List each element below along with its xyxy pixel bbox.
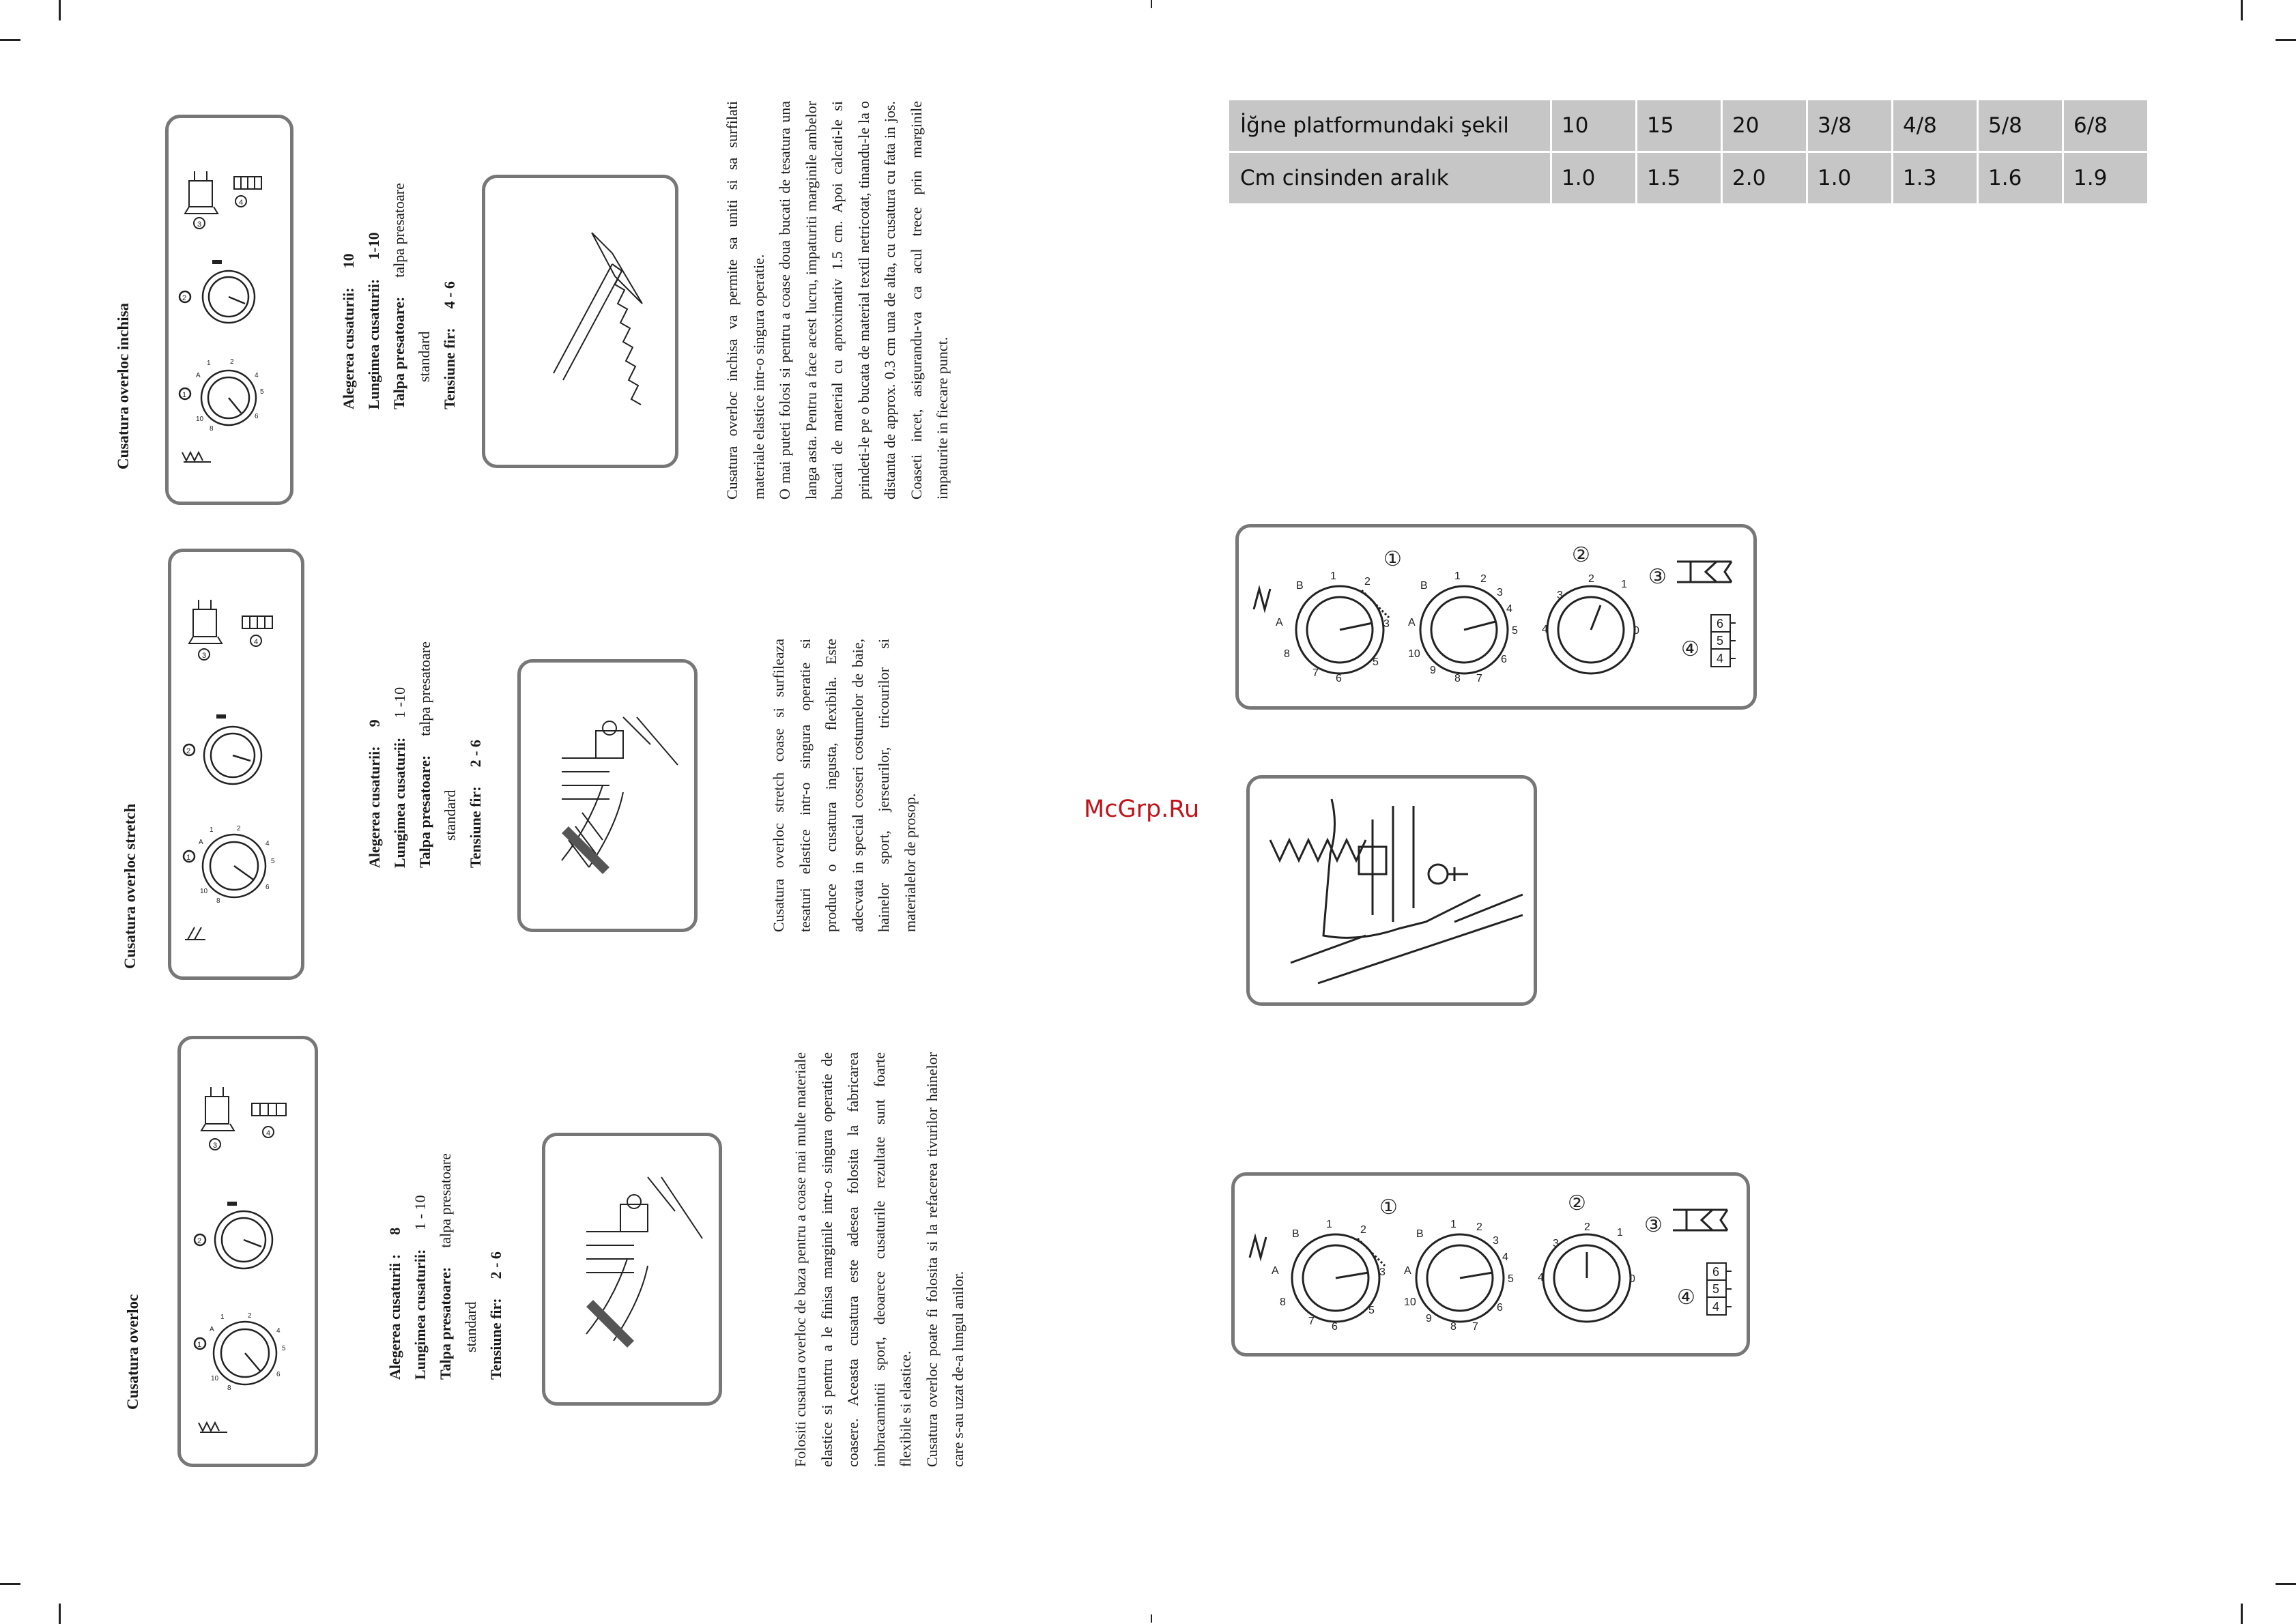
svg-text:4: 4 xyxy=(1717,652,1724,665)
svg-text:1: 1 xyxy=(207,360,211,367)
svg-text:10: 10 xyxy=(196,416,204,423)
center-mark xyxy=(1151,1614,1152,1623)
table-cell: 2.0 xyxy=(1722,152,1807,205)
seam-width-table xyxy=(1227,98,2149,205)
svg-text:3: 3 xyxy=(1493,1235,1499,1247)
dial-panel-drawing xyxy=(1239,527,1753,706)
svg-text:7: 7 xyxy=(1472,1321,1478,1333)
svg-text:4: 4 xyxy=(255,372,259,379)
svg-text:6: 6 xyxy=(266,884,270,891)
svg-text:6: 6 xyxy=(255,413,259,420)
svg-text:6: 6 xyxy=(1332,1321,1338,1333)
svg-text:4: 4 xyxy=(1712,1300,1720,1314)
svg-text:4: 4 xyxy=(239,199,244,207)
svg-text:4: 4 xyxy=(1506,603,1512,615)
table-cell: 5/8 xyxy=(1978,100,2063,152)
svg-text:6: 6 xyxy=(1717,617,1724,630)
svg-text:2: 2 xyxy=(1480,573,1487,585)
svg-text:A: A xyxy=(196,372,201,379)
circled-number: ② xyxy=(1568,1192,1586,1215)
circled-number: ④ xyxy=(1677,1286,1695,1309)
crop-mark xyxy=(59,0,61,20)
svg-text:2: 2 xyxy=(1584,1221,1590,1233)
table-cell: 6/8 xyxy=(2063,100,2149,152)
svg-text:4: 4 xyxy=(1538,1272,1544,1284)
table-cell: 20 xyxy=(1722,100,1807,152)
svg-text:7: 7 xyxy=(1312,667,1319,679)
svg-text:3: 3 xyxy=(197,220,202,229)
svg-text:2: 2 xyxy=(186,747,191,755)
svg-text:B: B xyxy=(1296,580,1304,592)
svg-text:A: A xyxy=(1408,617,1416,628)
svg-text:1: 1 xyxy=(186,854,191,862)
svg-text:0: 0 xyxy=(1633,625,1639,637)
presser-foot-illustration xyxy=(1250,779,1534,1002)
svg-text:7: 7 xyxy=(1476,673,1482,684)
svg-text:1: 1 xyxy=(1617,1227,1623,1238)
paragraph: Folositi cusatura overloc de baza pentru a coase mai multe materiale elastice si pentru a le finisa marginile intr-o singura operatie de coasere. Aceasta cusatura este adesea folosita la fabricarea imbracamintii sport, deoarece cusaturile rezultate sunt foarte flexibile si elastice. xyxy=(792,1052,914,1467)
svg-text:1: 1 xyxy=(1330,570,1336,582)
dial-panel-drawing xyxy=(1235,1176,1747,1353)
svg-text:5: 5 xyxy=(1712,1282,1720,1296)
paragraph: Cusatura overloc inchisa va permite sa uniti si sa surfilati materiale elastice intr-o singura operatie. xyxy=(723,101,767,499)
svg-text:2: 2 xyxy=(248,1312,252,1320)
svg-text:2: 2 xyxy=(1588,573,1594,585)
circled-number: ② xyxy=(1572,544,1590,566)
table-cell: 15 xyxy=(1637,100,1722,152)
svg-text:8: 8 xyxy=(1284,648,1290,660)
table-cell: İğne platformundaki şekil xyxy=(1229,100,1551,152)
svg-text:1: 1 xyxy=(1326,1219,1332,1230)
dial-panel-stretch xyxy=(168,549,304,980)
section-title: Cusatura overloc xyxy=(124,1294,141,1410)
svg-text:5: 5 xyxy=(271,858,275,865)
illustration-stretch xyxy=(517,659,698,932)
dial-drawing xyxy=(171,552,301,976)
svg-text:10: 10 xyxy=(200,888,208,895)
svg-text:2: 2 xyxy=(197,1237,202,1245)
svg-text:3: 3 xyxy=(213,1142,218,1150)
svg-text:3: 3 xyxy=(1553,1238,1559,1249)
svg-text:2: 2 xyxy=(1360,1224,1366,1236)
svg-text:2: 2 xyxy=(237,825,241,832)
table-cell: 10 xyxy=(1551,100,1637,152)
svg-text:2: 2 xyxy=(1476,1221,1482,1233)
stitch-illustration xyxy=(485,178,675,465)
svg-text:2: 2 xyxy=(1364,576,1371,588)
svg-text:8: 8 xyxy=(1454,673,1461,684)
sewing-illustration xyxy=(1246,775,1537,1006)
svg-text:A: A xyxy=(1276,617,1283,628)
svg-text:6: 6 xyxy=(1501,654,1507,665)
svg-text:4: 4 xyxy=(266,1129,271,1137)
table-cell: 1.5 xyxy=(1637,152,1722,205)
svg-text:8: 8 xyxy=(210,425,214,433)
svg-text:A: A xyxy=(1404,1265,1411,1277)
svg-text:1: 1 xyxy=(220,1314,225,1321)
svg-text:10: 10 xyxy=(1408,648,1420,660)
dial-panel-top xyxy=(1235,524,1757,710)
svg-text:5: 5 xyxy=(260,388,264,396)
crop-mark xyxy=(0,1583,20,1585)
svg-text:5: 5 xyxy=(1368,1305,1375,1316)
crop-mark xyxy=(0,39,20,41)
svg-text:8: 8 xyxy=(1280,1296,1286,1308)
svg-text:A: A xyxy=(1272,1265,1279,1277)
crop-mark xyxy=(2241,1604,2243,1624)
svg-text:1: 1 xyxy=(182,391,187,399)
crop-mark xyxy=(2241,0,2243,20)
svg-text:6: 6 xyxy=(1712,1265,1720,1279)
crop-mark xyxy=(2276,39,2296,41)
svg-text:A: A xyxy=(210,1326,214,1333)
paragraph: Cusatura overloc stretch coase si surfileaza tesaturi elastice intr-o singura operatie si produce o cusatura ingusta, flexibila. Este adecvata in special cosseri costumelor de baie, hainelor sport, jerseurilor, tricourilor si materialelor de prosop. xyxy=(770,639,919,932)
circled-number: ③ xyxy=(1648,566,1667,588)
svg-text:9: 9 xyxy=(1426,1313,1432,1324)
svg-text:3: 3 xyxy=(1379,1266,1386,1278)
table-row xyxy=(1229,100,2149,152)
svg-text:3: 3 xyxy=(1557,590,1563,601)
presser-foot-illustration xyxy=(545,1136,719,1402)
svg-text:4: 4 xyxy=(276,1327,281,1335)
svg-text:3: 3 xyxy=(1497,587,1503,598)
table-cell: 1.0 xyxy=(1551,152,1637,205)
presser-foot-illustration xyxy=(521,663,694,929)
svg-text:6: 6 xyxy=(1336,673,1342,684)
svg-text:9: 9 xyxy=(1430,665,1436,676)
illustration-overloc xyxy=(542,1133,722,1406)
circled-number: ③ xyxy=(1644,1214,1663,1236)
dial-panel-overloc xyxy=(177,1036,318,1467)
svg-text:3: 3 xyxy=(202,652,207,660)
table-cell: 4/8 xyxy=(1893,100,1978,152)
circled-number: ① xyxy=(1379,1196,1398,1219)
svg-text:10: 10 xyxy=(211,1375,219,1382)
svg-text:B: B xyxy=(1292,1228,1300,1240)
svg-text:8: 8 xyxy=(227,1384,231,1392)
svg-text:1: 1 xyxy=(197,1341,202,1349)
svg-text:5: 5 xyxy=(1512,625,1518,637)
table-cell: 3/8 xyxy=(1807,100,1893,152)
svg-text:4: 4 xyxy=(1502,1251,1508,1263)
table-row xyxy=(1229,152,2149,205)
svg-text:7: 7 xyxy=(1308,1316,1315,1327)
svg-text:6: 6 xyxy=(276,1371,281,1378)
svg-text:6: 6 xyxy=(1497,1302,1503,1314)
section-title: Cusatura overloc stretch xyxy=(121,803,139,969)
section-title: Cusatura overloc inchisa xyxy=(115,302,132,469)
svg-text:2: 2 xyxy=(230,358,234,366)
svg-text:8: 8 xyxy=(216,897,220,905)
svg-text:B: B xyxy=(1420,580,1428,592)
circled-number: ① xyxy=(1383,548,1402,570)
crop-mark xyxy=(2276,1583,2296,1585)
dial-panel-inchisa xyxy=(165,115,293,505)
circled-number: ④ xyxy=(1681,638,1699,661)
svg-text:8: 8 xyxy=(1450,1321,1456,1333)
dial-panel-bottom xyxy=(1231,1172,1750,1357)
svg-text:5: 5 xyxy=(282,1345,286,1352)
table-cell: 1.9 xyxy=(2063,152,2149,205)
svg-text:4: 4 xyxy=(266,840,270,847)
dial-drawing xyxy=(169,118,290,502)
illustration-inchisa xyxy=(482,175,678,468)
svg-text:B: B xyxy=(1416,1228,1424,1240)
watermark: McGrp.Ru xyxy=(1084,796,1200,823)
table-cell: 1.0 xyxy=(1807,152,1893,205)
svg-text:5: 5 xyxy=(1717,634,1724,648)
svg-text:1: 1 xyxy=(1450,1219,1456,1230)
svg-text:1: 1 xyxy=(1621,579,1627,590)
svg-text:1: 1 xyxy=(210,826,214,834)
svg-text:10: 10 xyxy=(1404,1296,1416,1308)
table-cell: 1.3 xyxy=(1893,152,1978,205)
svg-text:3: 3 xyxy=(1383,618,1390,630)
svg-text:4: 4 xyxy=(254,638,259,646)
paragraph: Cusatura overloc poate fi folosita si la refacerea tivurilor hainelor care s-au uzat de-a lungul anilor. xyxy=(923,1052,966,1467)
center-mark xyxy=(1151,0,1152,8)
paragraph: O mai puteti folosi si pentru a coase doua bucati de tesatura una langa asta. Pentru a face acest lucru, impaturiti marginile ambelor bucati de material cu aproximativ 1.5 cm. Apoi calcati-le si prindeti-le pe o bucata de material textil netricotat, tinandu-le la o distanta de approx. 0.3 cm una de alta, cu cusatura cu fata in jos. Coaseti incet, asigurandu-va ca acul trece prin marginile impaturite in fiecare punct. xyxy=(776,101,951,499)
svg-text:0: 0 xyxy=(1629,1273,1635,1285)
dial-drawing xyxy=(181,1039,315,1464)
table-cell: Cm cinsinden aralık xyxy=(1229,152,1551,205)
table-cell: 1.6 xyxy=(1978,152,2063,205)
svg-text:2: 2 xyxy=(182,294,187,302)
svg-text:1: 1 xyxy=(1454,570,1461,582)
svg-text:5: 5 xyxy=(1373,656,1379,668)
svg-text:5: 5 xyxy=(1508,1273,1514,1285)
svg-text:4: 4 xyxy=(1542,624,1548,635)
crop-mark xyxy=(59,1604,61,1624)
svg-text:A: A xyxy=(199,839,203,846)
